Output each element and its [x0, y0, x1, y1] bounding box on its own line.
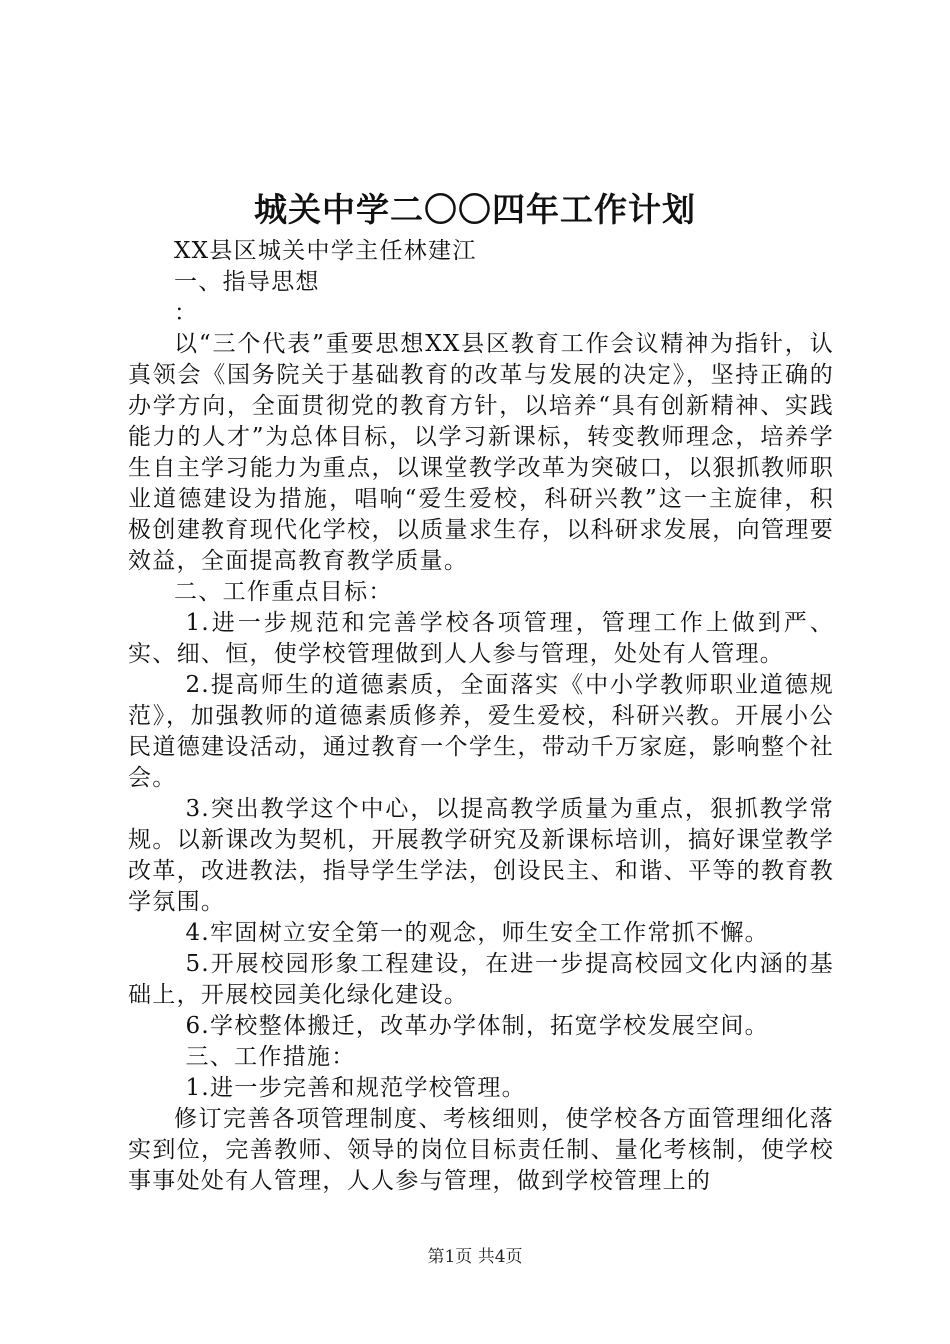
section-heading-key-goals: 二、工作重点目标：: [174, 579, 393, 605]
section-heading-measures: 三、工作措施：: [185, 1044, 356, 1070]
paragraph-guiding-ideology: 以“三个代表”重要思想XX县区教育工作会议精神为指针，认真领会《国务院关于基础教育的改革与发展的决定》，坚持正确的办学方向，全面贯彻党的教育方针，以培养“具有创新精神、实践能力的人才”为总体目标，以学习新课标，转变教师理念，培养学生自主学习能力为重点，以课堂教学改革为突破口，以狠抓教师职业道德建设为措施，唱响“爱生爱校，科研兴教”这一主旋律，积极创建教育现代化学校，以质量求生存，以科研求发展，向管理要效益，全面提高教育教学质量。: [128, 331, 834, 574]
author-line: XX县区城关中学主任林建江: [174, 238, 477, 264]
goal-item-3: 3.突出教学这个中心，以提高教学质量为重点，狠抓教学常规。以新课改为契机，开展教学研究及新课标培训，搞好课堂教学改革，改进教法，指导学生学法，创设民主、和谐、平等的教育教学氛围。: [128, 796, 834, 915]
goal-item-5: 5.开展校园形象工程建设，在进一步提高校园文化内涵的基础上，开展校园美化绿化建设。: [128, 951, 834, 1008]
goal-item-1: 1.进一步规范和完善学校各项管理，管理工作上做到严、实、细、恒，使学校管理做到人人参与管理，处处有人管理。: [128, 610, 834, 667]
colon-line: ：: [174, 300, 199, 326]
goal-item-6: 6.学校整体搬迁，改革办学体制，拓宽学校发展空间。: [185, 1013, 769, 1039]
page-indicator: 第1页 共4页: [427, 1247, 523, 1267]
goal-item-4: 4.牢固树立安全第一的观念，师生安全工作常抓不懈。: [185, 920, 769, 946]
section-heading-guiding-ideology: 一、指导思想: [174, 269, 320, 295]
document-body: [128, 236, 834, 1197]
measure-item-1: 1.进一步完善和规范学校管理。: [185, 1075, 526, 1101]
paragraph-measure-1: 修订完善各项管理制度、考核细则，使学校各方面管理细化落实到位，完善教师、领导的岗位目标责任制、量化考核制，使学校事事处处有人管理，人人参与管理，做到学校管理上的: [128, 1106, 834, 1194]
goal-item-2: 2.提高师生的道德素质，全面落实《中小学教师职业道德规范》，加强教师的道德素质修养，爱生爱校，科研兴教。开展小公民道德建设活动，通过教育一个学生，带动千万家庭，影响整个社会。: [128, 672, 834, 791]
document-title: 城关中学二〇〇四年工作计划: [254, 190, 696, 229]
